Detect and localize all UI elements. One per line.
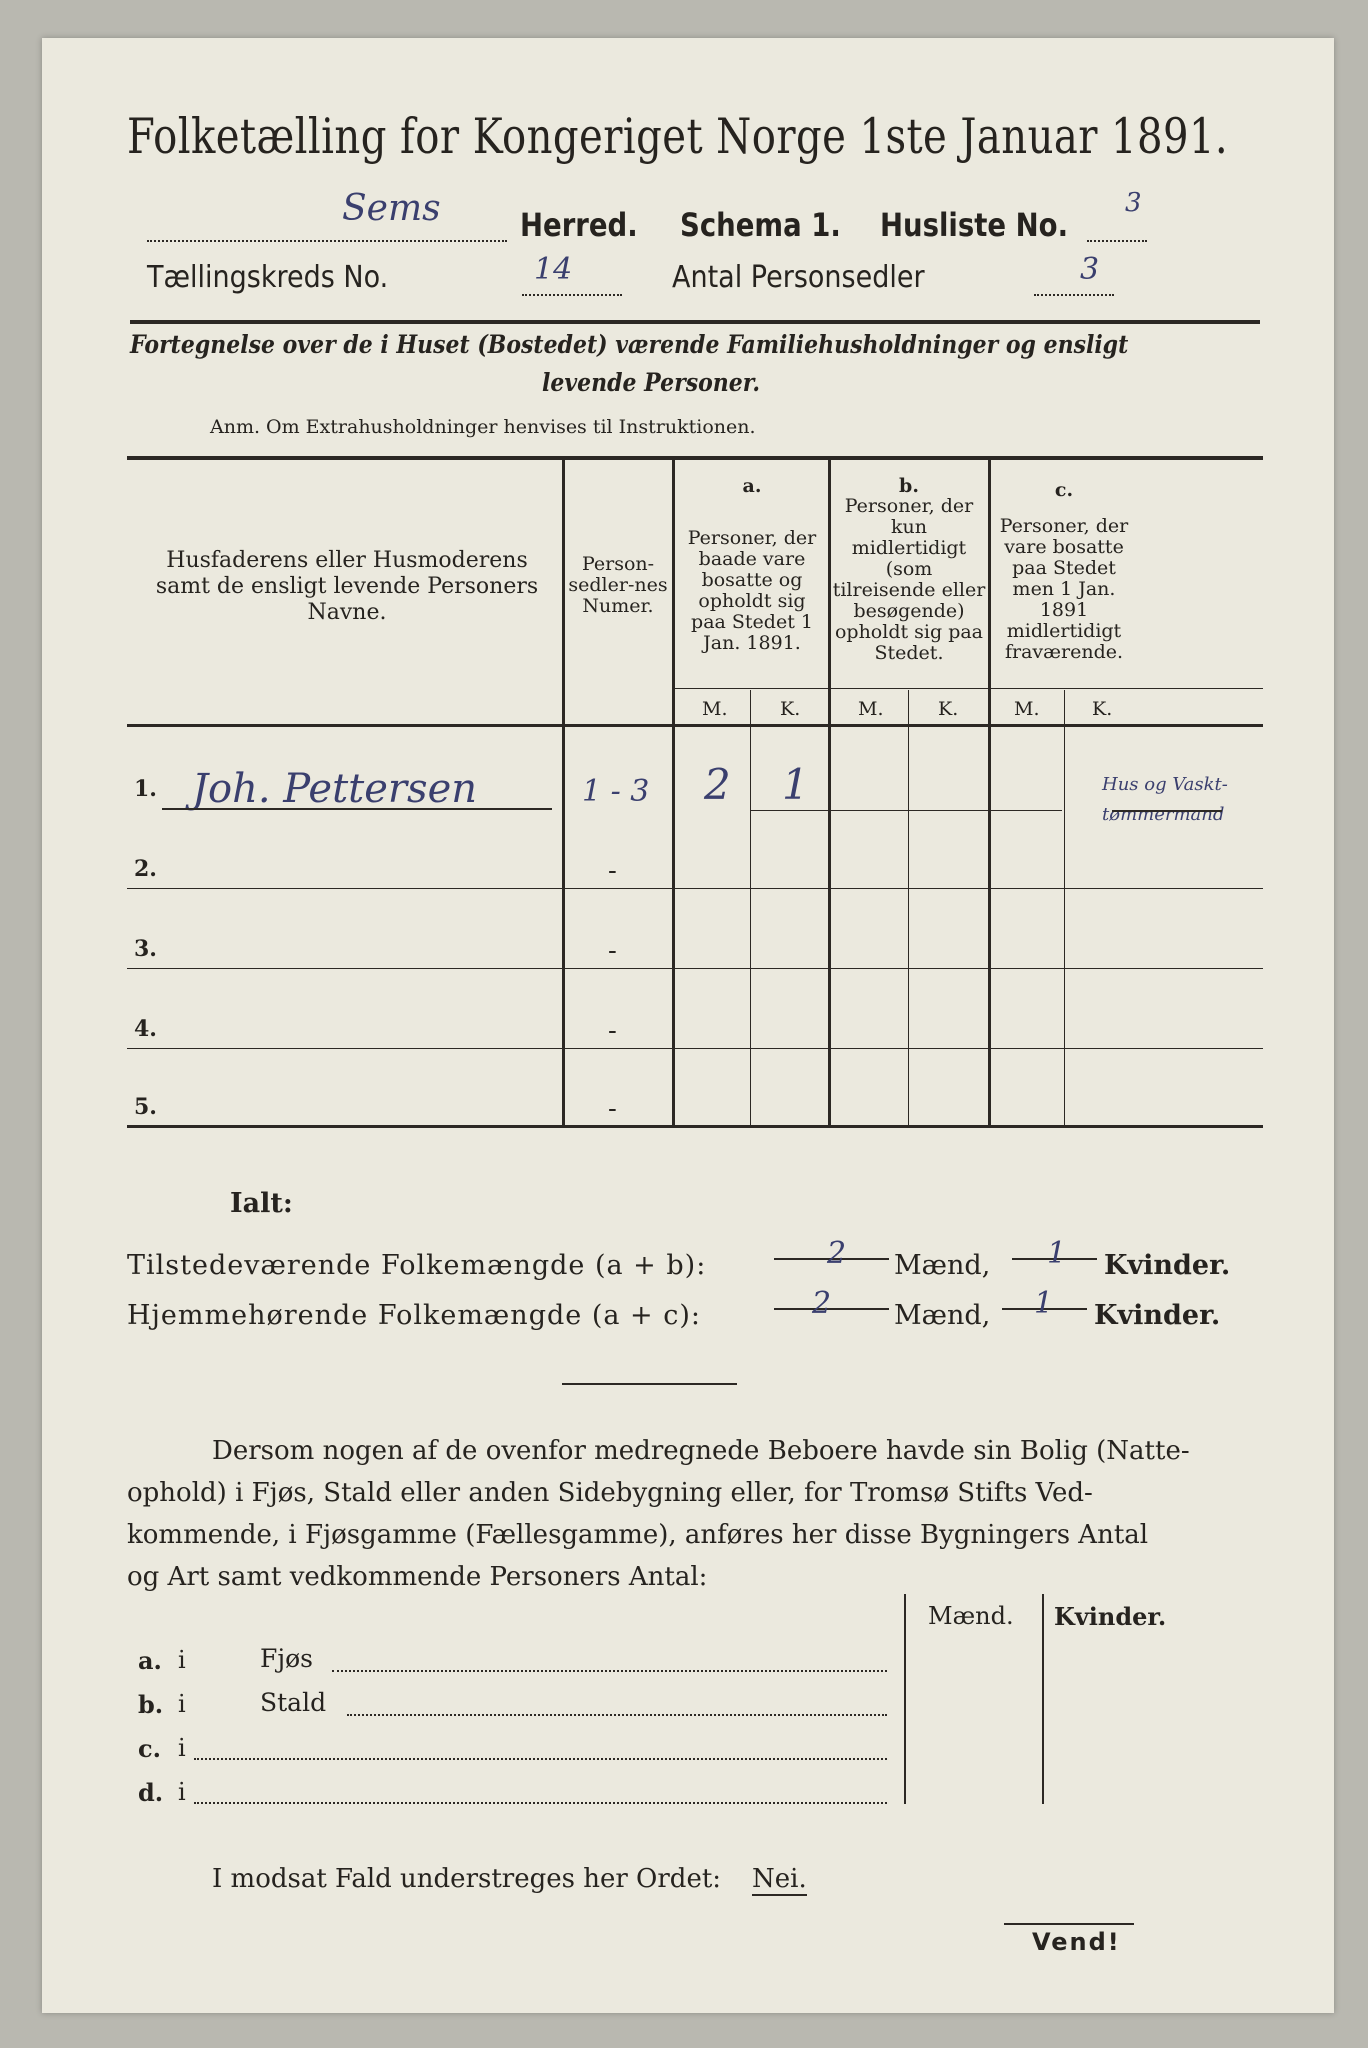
kreds-value: 14 bbox=[534, 252, 573, 287]
building-dots bbox=[194, 1780, 887, 1804]
row-line bbox=[127, 968, 1263, 969]
row-number: 1. bbox=[134, 776, 157, 802]
nei-word: Nei. bbox=[752, 1864, 807, 1894]
building-i: i bbox=[178, 1778, 186, 1806]
husliste-value: 3 bbox=[1125, 188, 1142, 218]
tilstede-kvinder: Kvinder. bbox=[1104, 1250, 1231, 1281]
b-m-header: M. bbox=[858, 698, 884, 720]
tilstede-maend: Mænd, bbox=[894, 1250, 991, 1281]
header-rule bbox=[130, 320, 1260, 324]
col-a-letter: a. bbox=[742, 475, 762, 497]
col-c-header: Personer, der vare bosatte paa Stedet men 1 Jan. 1891 midlertidigt fraværende. bbox=[999, 515, 1129, 663]
personsedler-label: Antal Personsedler bbox=[672, 260, 925, 295]
building-letter: d. bbox=[138, 1778, 164, 1807]
col-b-letter: b. bbox=[899, 475, 919, 497]
hjemme-maend: Mænd, bbox=[894, 1300, 991, 1331]
kreds-label: Tællingskreds No. bbox=[147, 260, 389, 295]
buildings-para2: ophold) i Fjøs, Stald eller anden Sidebygning eller, for Tromsø Stifts Ved- bbox=[127, 1478, 1093, 1508]
building-label: Fjøs bbox=[260, 1644, 313, 1673]
tilstede-k-value: 1 bbox=[1047, 1236, 1067, 1271]
building-dots bbox=[194, 1736, 887, 1760]
col-c-letter: c. bbox=[1054, 479, 1074, 501]
vline-a-mk bbox=[750, 690, 751, 1125]
hjemme-m-value: 2 bbox=[812, 1286, 832, 1321]
buildings-vline-1 bbox=[904, 1594, 906, 1804]
personsedler-field bbox=[1034, 264, 1114, 296]
form-title: Folketælling for Kongeriget Norge 1ste Januar 1891. bbox=[127, 108, 1229, 165]
row-line bbox=[162, 808, 552, 810]
husliste-label: Husliste No. bbox=[880, 206, 1069, 244]
col-b-header: Personer, der kun midlertidigt (som tilreisende eller besøgende) opholdt sig paa Stedet. bbox=[832, 495, 986, 664]
tilstede-label: Tilstedeværende Folkemængde (a + b): bbox=[127, 1250, 707, 1281]
row-line bbox=[127, 888, 1263, 889]
buildings-col-kvinder: Kvinder. bbox=[1054, 1602, 1167, 1631]
buildings-para1: Dersom nogen af de ovenfor medregnede Beboere havde sin Bolig (Natte- bbox=[212, 1436, 1190, 1466]
row-numer: 1 - 3 bbox=[582, 774, 650, 809]
building-i: i bbox=[178, 1690, 186, 1718]
table-bottom-rule bbox=[127, 1125, 1263, 1128]
row-number: 3. bbox=[134, 936, 157, 962]
row-number: 2. bbox=[134, 856, 157, 882]
vline-names bbox=[562, 458, 565, 1125]
vend-label: Vend! bbox=[1032, 1928, 1121, 1956]
col-names-header: Husfaderens eller Husmoderens samt de ensligt levende Personers Navne. bbox=[155, 548, 539, 625]
vline-c-mk bbox=[1064, 690, 1065, 1125]
c-m-header: M. bbox=[1014, 698, 1040, 720]
mk-rule bbox=[674, 688, 1263, 689]
vline-a bbox=[828, 458, 831, 1125]
row-numer: - bbox=[608, 1016, 617, 1046]
table-top-rule bbox=[127, 456, 1263, 460]
tilstede-m-value: 2 bbox=[827, 1236, 847, 1271]
building-i: i bbox=[178, 1646, 186, 1674]
ialt-label: Ialt: bbox=[230, 1188, 293, 1219]
row-numer: - bbox=[608, 936, 617, 966]
row-numer: - bbox=[608, 856, 617, 886]
table-header-rule bbox=[127, 724, 1263, 727]
hjemme-label: Hjemmehørende Folkemængde (a + c): bbox=[127, 1300, 701, 1331]
hjemme-kvinder: Kvinder. bbox=[1094, 1300, 1221, 1331]
col-a-header: Personer, der baade vare bosatte og opholdt sig paa Stedet 1 Jan. 1891. bbox=[687, 527, 817, 654]
building-label: Stald bbox=[260, 1688, 327, 1717]
hjemme-m-field bbox=[774, 1308, 889, 1310]
row-note: Hus og Vaskt-tømmermand bbox=[1102, 774, 1228, 825]
row-number: 5. bbox=[134, 1094, 157, 1120]
row-line bbox=[750, 810, 1062, 811]
buildings-col-maend: Mænd. bbox=[928, 1602, 1014, 1630]
anm-note: Anm. Om Extrahusholdninger henvises til Instruktionen. bbox=[210, 416, 756, 438]
row-numer: - bbox=[608, 1094, 617, 1124]
buildings-vline-2 bbox=[1042, 1594, 1044, 1804]
section-divider bbox=[562, 1383, 737, 1385]
census-form bbox=[42, 38, 1334, 2013]
building-dots bbox=[347, 1692, 887, 1716]
intro-line2: levende Personer. bbox=[542, 368, 760, 397]
schema-label: Schema 1. bbox=[680, 206, 841, 244]
row-a-k: 1 bbox=[782, 760, 809, 809]
vline-numer bbox=[672, 458, 675, 1125]
row-a-m: 2 bbox=[704, 760, 731, 809]
building-letter: b. bbox=[138, 1690, 164, 1719]
building-i: i bbox=[178, 1734, 186, 1762]
row-line bbox=[127, 1048, 1263, 1049]
a-m-header: M. bbox=[702, 698, 728, 720]
c-k-header: K. bbox=[1092, 698, 1113, 720]
row-name: Joh. Pettersen bbox=[192, 766, 477, 812]
buildings-para3: kommende, i Fjøsgamme (Fællesgamme), anføres her disse Bygningers Antal bbox=[127, 1520, 1149, 1550]
a-k-header: K. bbox=[780, 698, 801, 720]
row-line bbox=[1112, 810, 1222, 812]
col-numer-header: Person-sedler-nes Numer. bbox=[568, 553, 668, 617]
building-letter: a. bbox=[138, 1646, 162, 1675]
buildings-para4: og Art samt vedkommende Personers Antal: bbox=[127, 1562, 708, 1592]
modsat-text: I modsat Fald understreges her Ordet: bbox=[212, 1864, 722, 1894]
intro-line1: Fortegnelse over de i Huset (Bostedet) værende Familiehusholdninger og ensligt bbox=[130, 330, 1129, 359]
herred-field bbox=[147, 208, 507, 242]
vline-b bbox=[988, 458, 991, 1125]
vline-b-mk bbox=[908, 690, 909, 1125]
herred-label: Herred. bbox=[520, 206, 638, 244]
building-letter: c. bbox=[138, 1734, 161, 1763]
row-number: 4. bbox=[134, 1016, 157, 1042]
herred-value: Sems bbox=[342, 188, 441, 229]
hjemme-k-value: 1 bbox=[1034, 1286, 1054, 1321]
b-k-header: K. bbox=[938, 698, 959, 720]
vend-rule bbox=[1004, 1923, 1134, 1925]
personsedler-value: 3 bbox=[1080, 252, 1100, 287]
building-dots bbox=[332, 1648, 887, 1672]
